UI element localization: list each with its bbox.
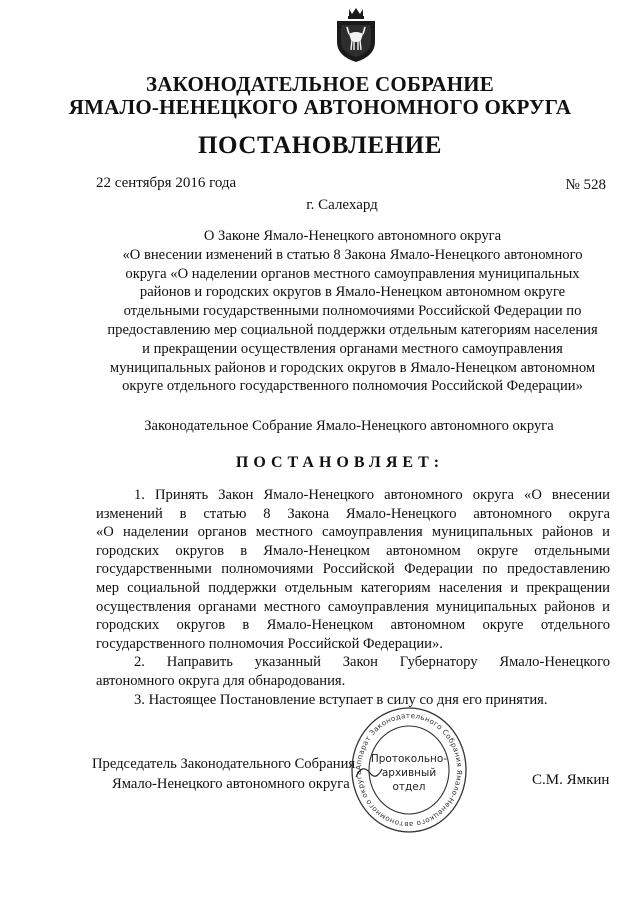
subject-line: округе отдельного государственного полномочия Российской Федерации» [122, 378, 583, 395]
body-line: городских округов в Ямало-Ненецком автономном округе отдельными [96, 542, 610, 559]
subject-line: и прекращении осуществления органами местного самоуправления [142, 340, 563, 357]
decree-heading: ПОСТАНОВЛЯЕТ: [235, 454, 445, 471]
body-line: мер социальной поддержки отдельным категориям населения и прекращении [96, 579, 610, 596]
stamp-text-line3: отдел [392, 781, 426, 793]
subject-line: отдельными государственными полномочиями Российской Федерации по [123, 303, 582, 320]
preamble: Законодательное Собрание Ямало-Ненецкого автономного округа [144, 418, 554, 434]
subject-line: районов и городских округов в Ямало-Ненецком автономном округе [139, 284, 566, 301]
body-line: 3. Настоящее Постановление вступает в силу со дня его принятия. [134, 691, 548, 708]
signatory-title-line1: Председатель Законодательного Собрания [92, 756, 356, 772]
body-line: изменений в статью 8 Закона Ямало-Ненецкого автономного округа [96, 505, 610, 522]
organization-title-line2: ЯМАЛО-НЕНЕЦКОГО АВТОНОМНОГО ОКРУГА [68, 95, 572, 119]
body-line: государственного полномочия Российской Федерации». [96, 635, 443, 652]
signatory-name: С.М. Ямкин [532, 772, 610, 788]
document-date: 22 сентября 2016 года [96, 175, 237, 191]
subject-line: округа «О наделении органов местного самоуправления муниципальных [125, 265, 580, 282]
body-line: «О наделении органов местного самоуправления муниципальных районов и [96, 524, 610, 541]
archive-stamp [348, 703, 470, 838]
subject-line: О Законе Ямало-Ненецкого автономного округа [203, 228, 502, 244]
stamp-text-line2: архивный [381, 767, 437, 779]
body-line: государственными полномочиями Российской Федерации по предоставлению [96, 561, 610, 578]
subject-line: «О внесении изменений в статью 8 Закона Ямало-Ненецкого автономного [122, 246, 583, 263]
subject-line: муниципальных районов и городских округов в Ямало-Ненецком автономном [109, 359, 596, 376]
stamp-text-line1: Протокольно- [370, 753, 448, 765]
signatory-title-line2: Ямало-Ненецкого автономного округа [112, 776, 350, 792]
document-subject [100, 227, 605, 396]
organization-title-line1: ЗАКОНОДАТЕЛЬНОЕ СОБРАНИЕ [145, 72, 495, 96]
signatory-title [92, 754, 355, 794]
body-line: осуществления органами местного самоуправления муниципальных районов и [96, 598, 610, 615]
subject-line: предоставлению мер социальной поддержки отдельным категориям населения [107, 321, 598, 338]
stamp-ring-text: Аппарат Законодательного Собрания Ямало-Ненецкого автономного округа [353, 710, 465, 830]
body-line: 1. Принять Закон Ямало-Ненецкого автономного округа «О внесении [134, 487, 610, 503]
coat-of-arms-icon [334, 6, 378, 64]
document-number: № 528 [565, 177, 606, 193]
document-type-heading: ПОСТАНОВЛЕНИЕ [197, 132, 443, 159]
body-line: автономного округа для обнародования. [96, 672, 346, 689]
resolution-body [96, 486, 610, 709]
document-city: г. Салехард [306, 197, 378, 213]
body-line: 2. Направить указанный Закон Губернатору Ямало-Ненецкого [134, 654, 610, 671]
body-line: городских округов в Ямало-Ненецком автономном округе отдельного [96, 617, 610, 634]
